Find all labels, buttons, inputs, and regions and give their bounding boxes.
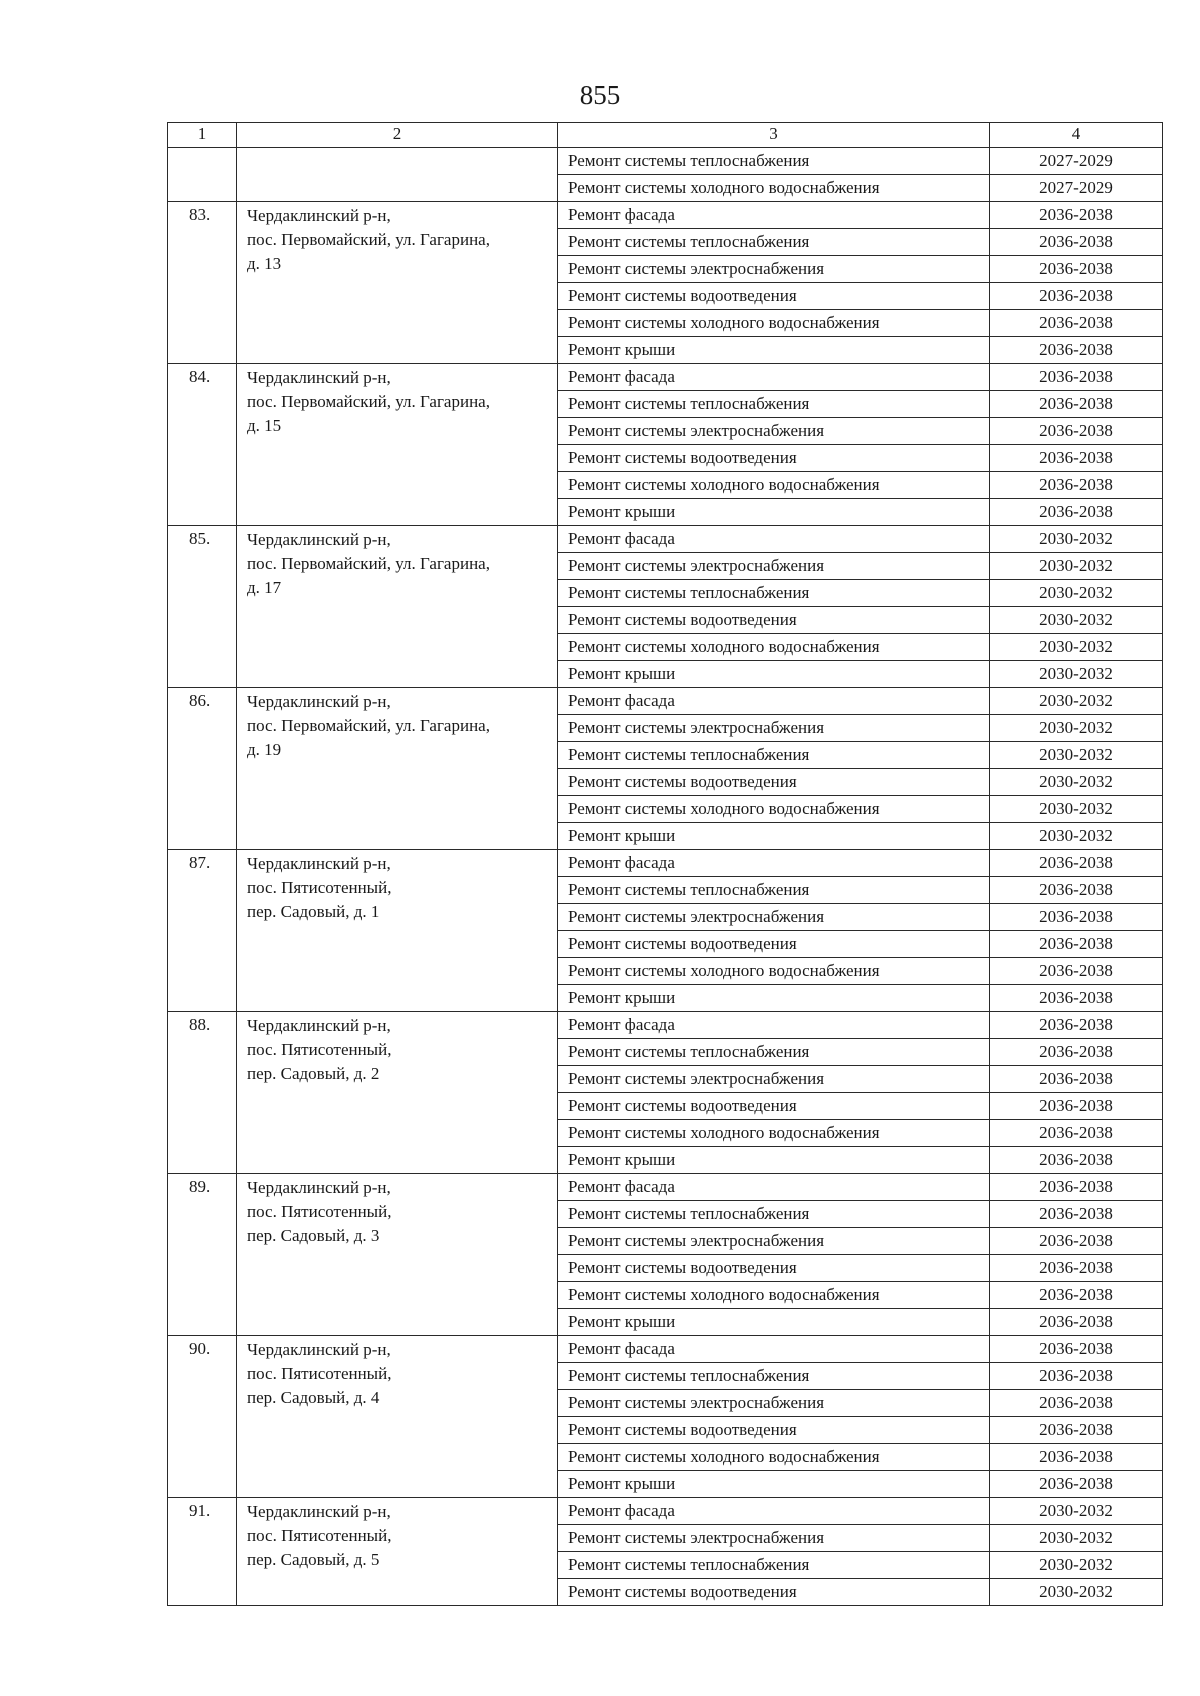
work-type-cell: Ремонт системы электроснабжения [558, 256, 990, 283]
work-type-cell: Ремонт фасада [558, 688, 990, 715]
period-cell: 2030-2032 [990, 688, 1163, 715]
period-cell: 2030-2032 [990, 769, 1163, 796]
work-type-cell: Ремонт системы водоотведения [558, 607, 990, 634]
table-row [168, 1012, 1163, 1039]
period-cell: 2036-2038 [990, 1309, 1163, 1336]
work-type-cell: Ремонт крыши [558, 1147, 990, 1174]
work-type-cell: Ремонт системы водоотведения [558, 1579, 990, 1606]
work-type-cell: Ремонт фасада [558, 1174, 990, 1201]
address-line: Чердаклинский р-н, [247, 1178, 391, 1197]
work-type-cell: Ремонт системы теплоснабжения [558, 742, 990, 769]
table-row [168, 850, 1163, 877]
period-cell: 2036-2038 [990, 1363, 1163, 1390]
address-line: Чердаклинский р-н, [247, 530, 391, 549]
period-cell: 2036-2038 [990, 850, 1163, 877]
period-cell: 2036-2038 [990, 958, 1163, 985]
work-type-cell: Ремонт системы водоотведения [558, 769, 990, 796]
period-cell: 2030-2032 [990, 526, 1163, 553]
work-type-cell: Ремонт системы электроснабжения [558, 904, 990, 931]
period-cell: 2030-2032 [990, 1525, 1163, 1552]
period-cell: 2036-2038 [990, 904, 1163, 931]
period-cell: 2036-2038 [990, 1282, 1163, 1309]
period-cell: 2030-2032 [990, 553, 1163, 580]
address-line: пер. Садовый, д. 3 [247, 1226, 380, 1245]
table-row [168, 148, 1163, 175]
entry-number-cell: 91. [168, 1498, 237, 1606]
work-type-cell: Ремонт системы электроснабжения [558, 553, 990, 580]
work-type-cell: Ремонт системы водоотведения [558, 283, 990, 310]
period-cell: 2030-2032 [990, 661, 1163, 688]
address-line: Чердаклинский р-н, [247, 1502, 391, 1521]
address-line: д. 15 [247, 416, 282, 435]
work-type-cell: Ремонт крыши [558, 1471, 990, 1498]
period-cell: 2036-2038 [990, 229, 1163, 256]
work-type-cell: Ремонт крыши [558, 1309, 990, 1336]
period-cell: 2036-2038 [990, 1255, 1163, 1282]
address-line: Чердаклинский р-н, [247, 206, 391, 225]
period-cell: 2030-2032 [990, 1498, 1163, 1525]
work-type-cell: Ремонт фасада [558, 1012, 990, 1039]
address-line: Чердаклинский р-н, [247, 368, 391, 387]
address-cell [237, 202, 558, 364]
address-line: пер. Садовый, д. 4 [247, 1388, 380, 1407]
period-cell: 2036-2038 [990, 499, 1163, 526]
work-type-cell: Ремонт системы электроснабжения [558, 418, 990, 445]
period-cell: 2036-2038 [990, 1039, 1163, 1066]
period-cell: 2036-2038 [990, 418, 1163, 445]
column-number-row [168, 123, 1163, 148]
work-type-cell: Ремонт системы холодного водоснабжения [558, 796, 990, 823]
work-type-cell: Ремонт системы теплоснабжения [558, 229, 990, 256]
address-line: д. 17 [247, 578, 282, 597]
table-row [168, 364, 1163, 391]
address-line: Чердаклинский р-н, [247, 692, 391, 711]
entry-number-cell: 85. [168, 526, 237, 688]
period-cell: 2036-2038 [990, 1336, 1163, 1363]
period-cell: 2036-2038 [990, 364, 1163, 391]
work-type-cell: Ремонт системы водоотведения [558, 1417, 990, 1444]
period-cell: 2030-2032 [990, 823, 1163, 850]
work-type-cell: Ремонт системы теплоснабжения [558, 148, 990, 175]
period-cell: 2036-2038 [990, 1390, 1163, 1417]
period-cell: 2030-2032 [990, 580, 1163, 607]
work-type-cell: Ремонт системы электроснабжения [558, 1066, 990, 1093]
table-row [168, 202, 1163, 229]
period-cell: 2036-2038 [990, 931, 1163, 958]
address-line: пос. Пятисотенный, [247, 1364, 392, 1383]
address-line: пос. Первомайский, ул. Гагарина, [247, 230, 490, 249]
period-cell: 2036-2038 [990, 1471, 1163, 1498]
work-type-cell: Ремонт системы теплоснабжения [558, 580, 990, 607]
work-type-cell: Ремонт системы теплоснабжения [558, 1039, 990, 1066]
period-cell: 2036-2038 [990, 1066, 1163, 1093]
table-row [168, 688, 1163, 715]
work-type-cell: Ремонт системы холодного водоснабжения [558, 1444, 990, 1471]
work-type-cell: Ремонт системы водоотведения [558, 1093, 990, 1120]
entry-number-cell: 83. [168, 202, 237, 364]
period-cell: 2036-2038 [990, 256, 1163, 283]
entry-number-cell: 90. [168, 1336, 237, 1498]
period-cell: 2036-2038 [990, 472, 1163, 499]
period-cell: 2036-2038 [990, 445, 1163, 472]
work-type-cell: Ремонт системы теплоснабжения [558, 1201, 990, 1228]
work-type-cell: Ремонт системы холодного водоснабжения [558, 472, 990, 499]
address-line: пос. Пятисотенный, [247, 1202, 392, 1221]
table-row [168, 1336, 1163, 1363]
work-type-cell: Ремонт крыши [558, 823, 990, 850]
address-line: пер. Садовый, д. 1 [247, 902, 380, 921]
work-type-cell: Ремонт фасада [558, 364, 990, 391]
table-row [168, 1174, 1163, 1201]
period-cell: 2036-2038 [990, 391, 1163, 418]
work-type-cell: Ремонт системы электроснабжения [558, 1525, 990, 1552]
address-line: д. 13 [247, 254, 282, 273]
work-type-cell: Ремонт системы электроснабжения [558, 715, 990, 742]
address-line: пос. Первомайский, ул. Гагарина, [247, 554, 490, 573]
entry-number-cell: 88. [168, 1012, 237, 1174]
work-type-cell: Ремонт системы водоотведения [558, 1255, 990, 1282]
column-number-2: 2 [237, 123, 558, 148]
work-type-cell: Ремонт системы холодного водоснабжения [558, 958, 990, 985]
period-cell: 2030-2032 [990, 1579, 1163, 1606]
table-row [168, 526, 1163, 553]
work-type-cell: Ремонт системы теплоснабжения [558, 391, 990, 418]
work-type-cell: Ремонт системы электроснабжения [558, 1390, 990, 1417]
period-cell: 2036-2038 [990, 1201, 1163, 1228]
period-cell: 2030-2032 [990, 796, 1163, 823]
address-cell [237, 850, 558, 1012]
period-cell: 2036-2038 [990, 337, 1163, 364]
work-type-cell: Ремонт системы электроснабжения [558, 1228, 990, 1255]
address-cell [237, 526, 558, 688]
work-type-cell: Ремонт фасада [558, 1336, 990, 1363]
address-line: Чердаклинский р-н, [247, 1016, 391, 1035]
address-line: пос. Первомайский, ул. Гагарина, [247, 392, 490, 411]
period-cell: 2036-2038 [990, 1120, 1163, 1147]
work-type-cell: Ремонт системы теплоснабжения [558, 1552, 990, 1579]
work-type-cell: Ремонт крыши [558, 337, 990, 364]
column-number-3: 3 [558, 123, 990, 148]
address-line: пос. Первомайский, ул. Гагарина, [247, 716, 490, 735]
address-line: пос. Пятисотенный, [247, 878, 392, 897]
column-number-1: 1 [168, 123, 237, 148]
period-cell: 2030-2032 [990, 715, 1163, 742]
address-cell [237, 1336, 558, 1498]
entry-number-cell: 84. [168, 364, 237, 526]
entry-number-cell [168, 148, 237, 202]
period-cell: 2036-2038 [990, 1228, 1163, 1255]
address-line: Чердаклинский р-н, [247, 854, 391, 873]
period-cell: 2036-2038 [990, 310, 1163, 337]
work-type-cell: Ремонт системы водоотведения [558, 931, 990, 958]
address-line: Чердаклинский р-н, [247, 1340, 391, 1359]
work-type-cell: Ремонт системы теплоснабжения [558, 1363, 990, 1390]
work-type-cell: Ремонт фасада [558, 202, 990, 229]
address-line: пос. Пятисотенный, [247, 1526, 392, 1545]
period-cell: 2027-2029 [990, 148, 1163, 175]
period-cell: 2036-2038 [990, 283, 1163, 310]
period-cell: 2036-2038 [990, 1444, 1163, 1471]
address-line: д. 19 [247, 740, 282, 759]
period-cell: 2030-2032 [990, 634, 1163, 661]
work-type-cell: Ремонт системы холодного водоснабжения [558, 310, 990, 337]
work-type-cell: Ремонт крыши [558, 985, 990, 1012]
period-cell: 2030-2032 [990, 742, 1163, 769]
table-row [168, 1498, 1163, 1525]
address-cell [237, 688, 558, 850]
period-cell: 2036-2038 [990, 985, 1163, 1012]
page-number: 855 [579, 80, 621, 110]
work-type-cell: Ремонт крыши [558, 499, 990, 526]
address-cell [237, 148, 558, 202]
address-line: пер. Садовый, д. 2 [247, 1064, 380, 1083]
address-line: пос. Пятисотенный, [247, 1040, 392, 1059]
column-number-4: 4 [990, 123, 1163, 148]
work-type-cell: Ремонт системы водоотведения [558, 445, 990, 472]
period-cell: 2030-2032 [990, 607, 1163, 634]
work-type-cell: Ремонт фасада [558, 1498, 990, 1525]
entry-number-cell: 87. [168, 850, 237, 1012]
address-cell [237, 1174, 558, 1336]
work-type-cell: Ремонт системы теплоснабжения [558, 877, 990, 904]
work-type-cell: Ремонт системы холодного водоснабжения [558, 1120, 990, 1147]
work-type-cell: Ремонт системы холодного водоснабжения [558, 634, 990, 661]
address-cell [237, 1012, 558, 1174]
period-cell: 2036-2038 [990, 1174, 1163, 1201]
entry-number-cell: 86. [168, 688, 237, 850]
work-type-cell: Ремонт системы холодного водоснабжения [558, 1282, 990, 1309]
period-cell: 2036-2038 [990, 202, 1163, 229]
work-type-cell: Ремонт фасада [558, 850, 990, 877]
period-cell: 2036-2038 [990, 1012, 1163, 1039]
period-cell: 2027-2029 [990, 175, 1163, 202]
address-line: пер. Садовый, д. 5 [247, 1550, 380, 1569]
work-type-cell: Ремонт крыши [558, 661, 990, 688]
work-type-cell: Ремонт системы холодного водоснабжения [558, 175, 990, 202]
entry-number-cell: 89. [168, 1174, 237, 1336]
repair-schedule-table [167, 122, 1163, 1606]
address-cell [237, 1498, 558, 1606]
period-cell: 2036-2038 [990, 1417, 1163, 1444]
period-cell: 2036-2038 [990, 877, 1163, 904]
work-type-cell: Ремонт фасада [558, 526, 990, 553]
address-cell [237, 364, 558, 526]
period-cell: 2030-2032 [990, 1552, 1163, 1579]
period-cell: 2036-2038 [990, 1093, 1163, 1120]
period-cell: 2036-2038 [990, 1147, 1163, 1174]
